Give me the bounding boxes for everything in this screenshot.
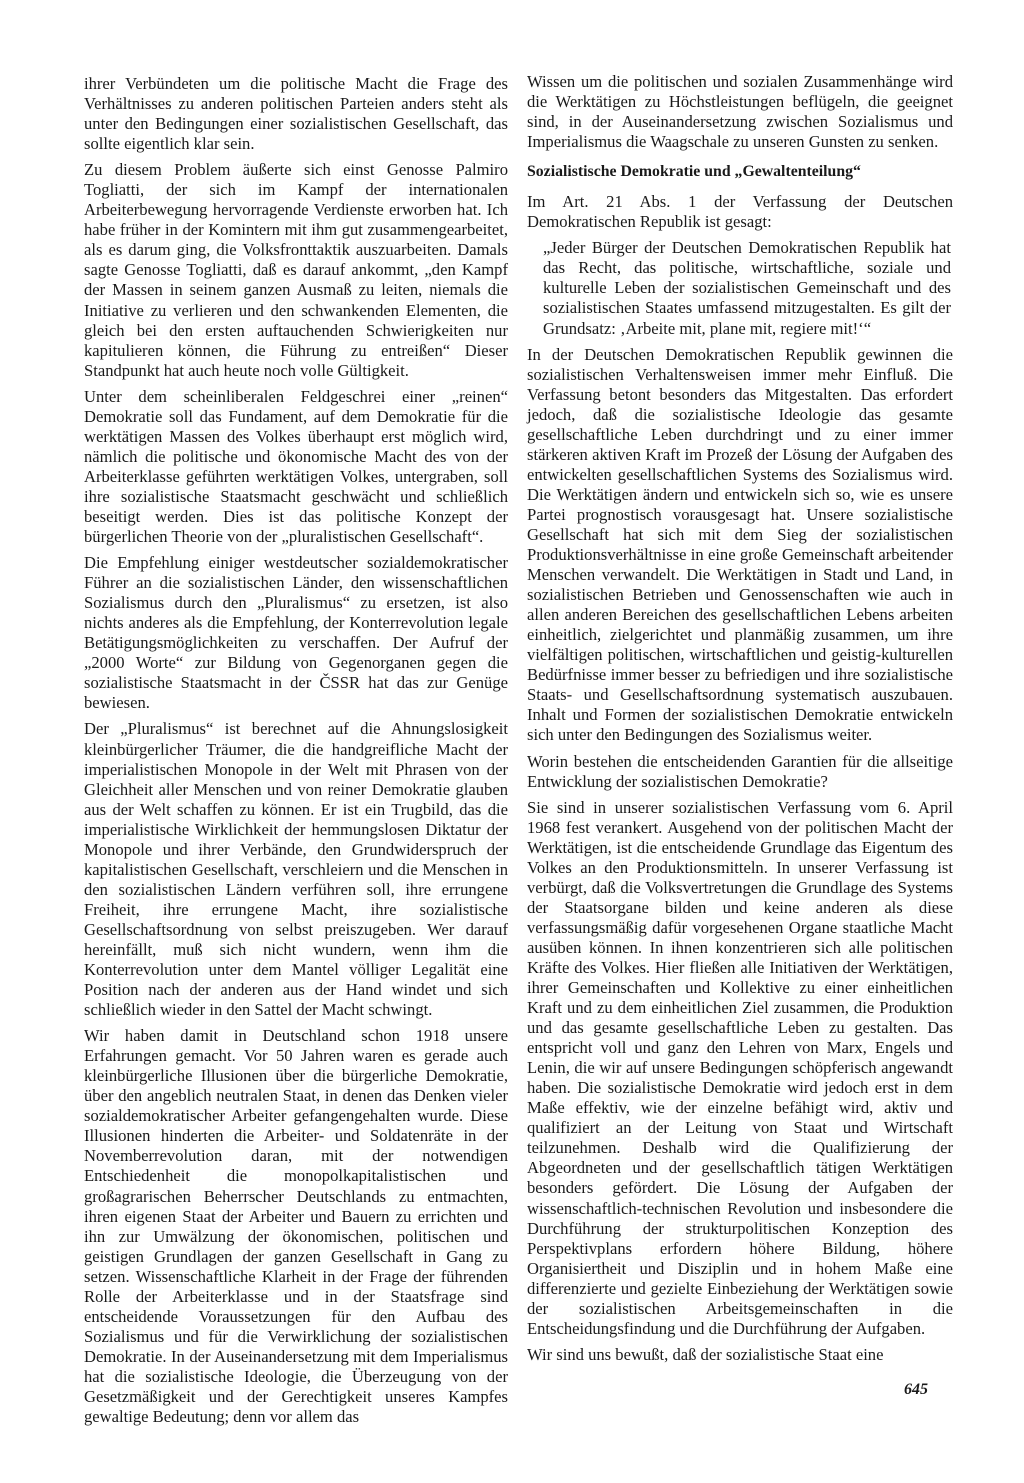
- paragraph: Der „Pluralismus“ ist berechnet auf die Ahnungslosigkeit kleinbürgerlicher Träumer, die die handgreifliche Macht der imperialistischen Monopole in der Welt mit Phrasen von der Gleichheit aller Menschen und von reiner Demokratie glauben aus der Welt schaffen zu können. Er ist ein Trugbild, das die imperialistische Wirklichkeit der hemmungslosen Diktatur der Monopole und ihrer Verbände, den Grundwiderspruch der kapitalistischen Gesellschaft, verschleiern und die Menschen in den sozialistischen Ländern verführen soll, ihre errungene Freiheit, ihre errungene Macht, ihre sozialistische Gesellschaftsordnung von selbst preiszugeben. Wer darauf hereinfällt, muß sich nicht wundern, wenn ihm die Konterrevolution unter dem Mantel völliger Legalität eine Position nach der anderen aus der Hand windet und sich schließlich wieder in den Sattel der Macht schwingt.: [84, 719, 508, 1020]
- paragraph: Unter dem scheinliberalen Feldgeschrei einer „reinen“ Demokratie soll das Fundament, auf dem Demokratie für die werktätigen Massen des Volkes überhaupt erst möglich wird, nämlich die politische und ökonomische Macht des von der Arbeiterklasse geführten werktätigen Volkes, untergraben, soll ihre sozialistische Staatsmacht geschwächt und schließlich beseitigt werden. Dies ist das politische Konzept der bürgerlichen Theorie von der „pluralistischen Gesellschaft“.: [84, 386, 508, 547]
- paragraph: Wissen um die politischen und sozialen Zusammenhänge wird die Werktätigen zu Höchstleistungen beflügeln, die geeignet sind, in der Auseinandersetzung zwischen Sozialismus und Imperialismus die Waagschale zu unseren Gunsten zu senken.: [527, 72, 953, 152]
- page-number: 645: [904, 1381, 928, 1398]
- right-column: [527, 72, 953, 1371]
- paragraph: Sie sind in unserer sozialistischen Verfassung vom 6. April 1968 fest verankert. Ausgehend von der politischen Macht der Werktätigen, ist die entscheidende Grundlage das Eigentum des Volkes an den Produktionsmitteln. In unserer Verfassung ist verbürgt, daß die Volksvertretungen die Grundlage des Systems der Staatsorgane bilden und keine anderen als diese verfassungsmäßig dafür vorgesehenen Organe staatliche Macht ausüben können. In ihnen konzentrieren sich alle politischen Kräfte des Volkes. Hier fließen alle Initiativen der Werktätigen, ihrer Gemeinschaften und Kollektive zu einer einheitlichen Kraft und zu dem einheitlichen Ziel zusammen, die Produktion und das gesamte gesellschaftliche Leben zu gestalten. Das entspricht voll und ganz den Lehren von Marx, Engels und Lenin, die wir auf unsere Bedingungen schöpferisch angewandt haben. Die sozialistische Demokratie wird jedoch erst in dem Maße effektiv, wie der einzelne befähigt wird, aktiv und qualifiziert an der Leitung von Staat und Wirtschaft teilzunehmen. Deshalb wird die Qualifizierung der Abgeordneten und der gesellschaftlich tätigen Werktätigen besonders gefördert. Die Lösung der Aufgaben der wissenschaftlich-technischen Revolution und insbesondere die Durchführung der strukturpolitischen Konzeption des Perspektivplans erfordern höhere Bildung, höhere Organisiertheit und Disziplin und in hohem Maße eine differenzierte und gezielte Einbeziehung der Werktätigen sowie der sozialistischen Arbeitsgemeinschaften in die Entscheidungsfindung und die Durchführung der Aufgaben.: [527, 797, 953, 1338]
- paragraph: Wir sind uns bewußt, daß der sozialistische Staat eine: [527, 1344, 884, 1364]
- paragraph: Zu diesem Problem äußerte sich einst Genosse Palmiro Togliatti, der sich im Kampf der internationalen Arbeiterbewegung hervorragende Verdienste erworben hat. Ich habe früher in der Komintern mit ihm gut zusammengearbeitet, als es darum ging, die Volksfronttaktik auszuarbeiten. Damals sagte Genosse Togliatti, daß es darauf ankommt, „den Kampf der Massen in seinem ganzen Ausmaß zu leiten, niemals die Initiative zu verlieren und den schwankenden Elementen, die gleich bei den ersten auftauchenden Schwierigkeiten nur kapitulieren können, die Führung zu entreißen“ Dieser Standpunkt hat auch heute noch volle Gültigkeit.: [84, 160, 508, 380]
- paragraph: Worin bestehen die entscheidenden Garantien für die allseitige Entwicklung der sozialistischen Demokratie?: [527, 751, 953, 791]
- left-column: [84, 74, 508, 1433]
- paragraph: Die Empfehlung einiger westdeutscher sozialdemokratischer Führer an die sozialistischen Länder, den wissenschaftlichen Sozialismus durch den „Pluralismus“ zu ersetzen, ist also nichts anderes als die Empfehlung, der Konterrevolution legale Betätigungsmöglichkeiten zu verschaffen. Der Aufruf der „2000 Worte“ zur Bildung von Gegenorganen gegen die sozialistische Staatsmacht in der ČSSR hat das zur Genüge bewiesen.: [84, 553, 508, 713]
- block-quote: „Jeder Bürger der Deutschen Demokratischen Republik hat das Recht, das politische, wirtschaftliche, soziale und kulturelle Leben der sozialistischen Gemeinschaft und des sozialistischen Staates umfassend mitzugestalten. Es gilt der Grundsatz: ‚Arbeite mit, plane mit, regiere mit!‘“: [543, 238, 951, 338]
- section-heading: Sozialistische Demokratie und „Gewaltenteilung“: [527, 163, 861, 181]
- paragraph: In der Deutschen Demokratischen Republik gewinnen die sozialistischen Verhaltensweisen immer mehr Einfluß. Die Verfassung betont besonders das Mitgestalten. Das erfordert jedoch, daß die sozialistische Ideologie das gesamte gesellschaftliche Leben durchdringt und zu einer immer stärkeren aktiven Kraft im Prozeß der Lösung der Aufgaben des entwickelten gesellschaftlichen Systems des Sozialismus wird. Die Werktätigen ändern und entwickeln sich so, wie es unsere Partei prognostisch vorausgesagt hat. Unsere sozialistische Gesellschaft hat sich mit dem Sieg der sozialistischen Produktionsverhältnisse in eine große Gemeinschaft arbeitender Menschen verwandelt. Die Werktätigen in Stadt und Land, in sozialistischen Betrieben und Genossenschaften wie auch in allen anderen Bereichen des gesellschaftlichen Lebens arbeiten einheitlich, zielgerichtet und planmäßig zusammen, um ihre vielfältigen politischen, wirtschaftlichen und geistig-kulturellen Bedürfnisse immer besser zu befriedigen und ihre sozialistische Staats- und Gesellschaftsordnung systematisch auszubauen. Inhalt und Formen der sozialistischen Demokratie entwickeln sich unter den Bedingungen des Sozialismus weiter.: [527, 344, 953, 745]
- paragraph: Wir haben damit in Deutschland schon 1918 unsere Erfahrungen gemacht. Vor 50 Jahren waren es gerade auch kleinbürgerliche Illusionen über die bürgerliche Demokratie, über den angeblich neutralen Staat, in denen das Denken vieler sozialdemokratischer Arbeiter gefangengehalten wurde. Diese Illusionen hinderten die Arbeiter- und Soldatenräte in der Novemberrevolution daran, mit der notwendigen Entschiedenheit die monopolkapitalistischen und großagrarischen Beherrscher Deutschlands zu entmachten, ihren eigenen Staat der Arbeiter und Bauern zu errichten und ihn zur Umwälzung der ökonomischen, politischen und geistigen Grundlagen der ganzen Gesellschaft in Gang zu setzen. Wissenschaftliche Klarheit in der Frage der führenden Rolle der Arbeiterklasse und in der Staatsfrage sind entscheidende Voraussetzungen für den Aufbau des Sozialismus und für die Verwirklichung der sozialistischen Demokratie. In der Auseinandersetzung mit dem Imperialismus hat die sozialistische Ideologie, die Überzeugung von der Gesetzmäßigkeit und der Gerechtigkeit unseres Kampfes gewaltige Bedeutung; denn vor allem das: [84, 1026, 508, 1427]
- paragraph: ihrer Verbündeten um die politische Macht die Frage des Verhältnisses zu anderen politischen Parteien anders steht als unter den Bedingungen einer sozialistischen Gesellschaft, das sollte eigentlich klar sein.: [84, 74, 508, 154]
- paragraph: Im Art. 21 Abs. 1 der Verfassung der Deutschen Demokratischen Republik ist gesagt:: [527, 192, 953, 232]
